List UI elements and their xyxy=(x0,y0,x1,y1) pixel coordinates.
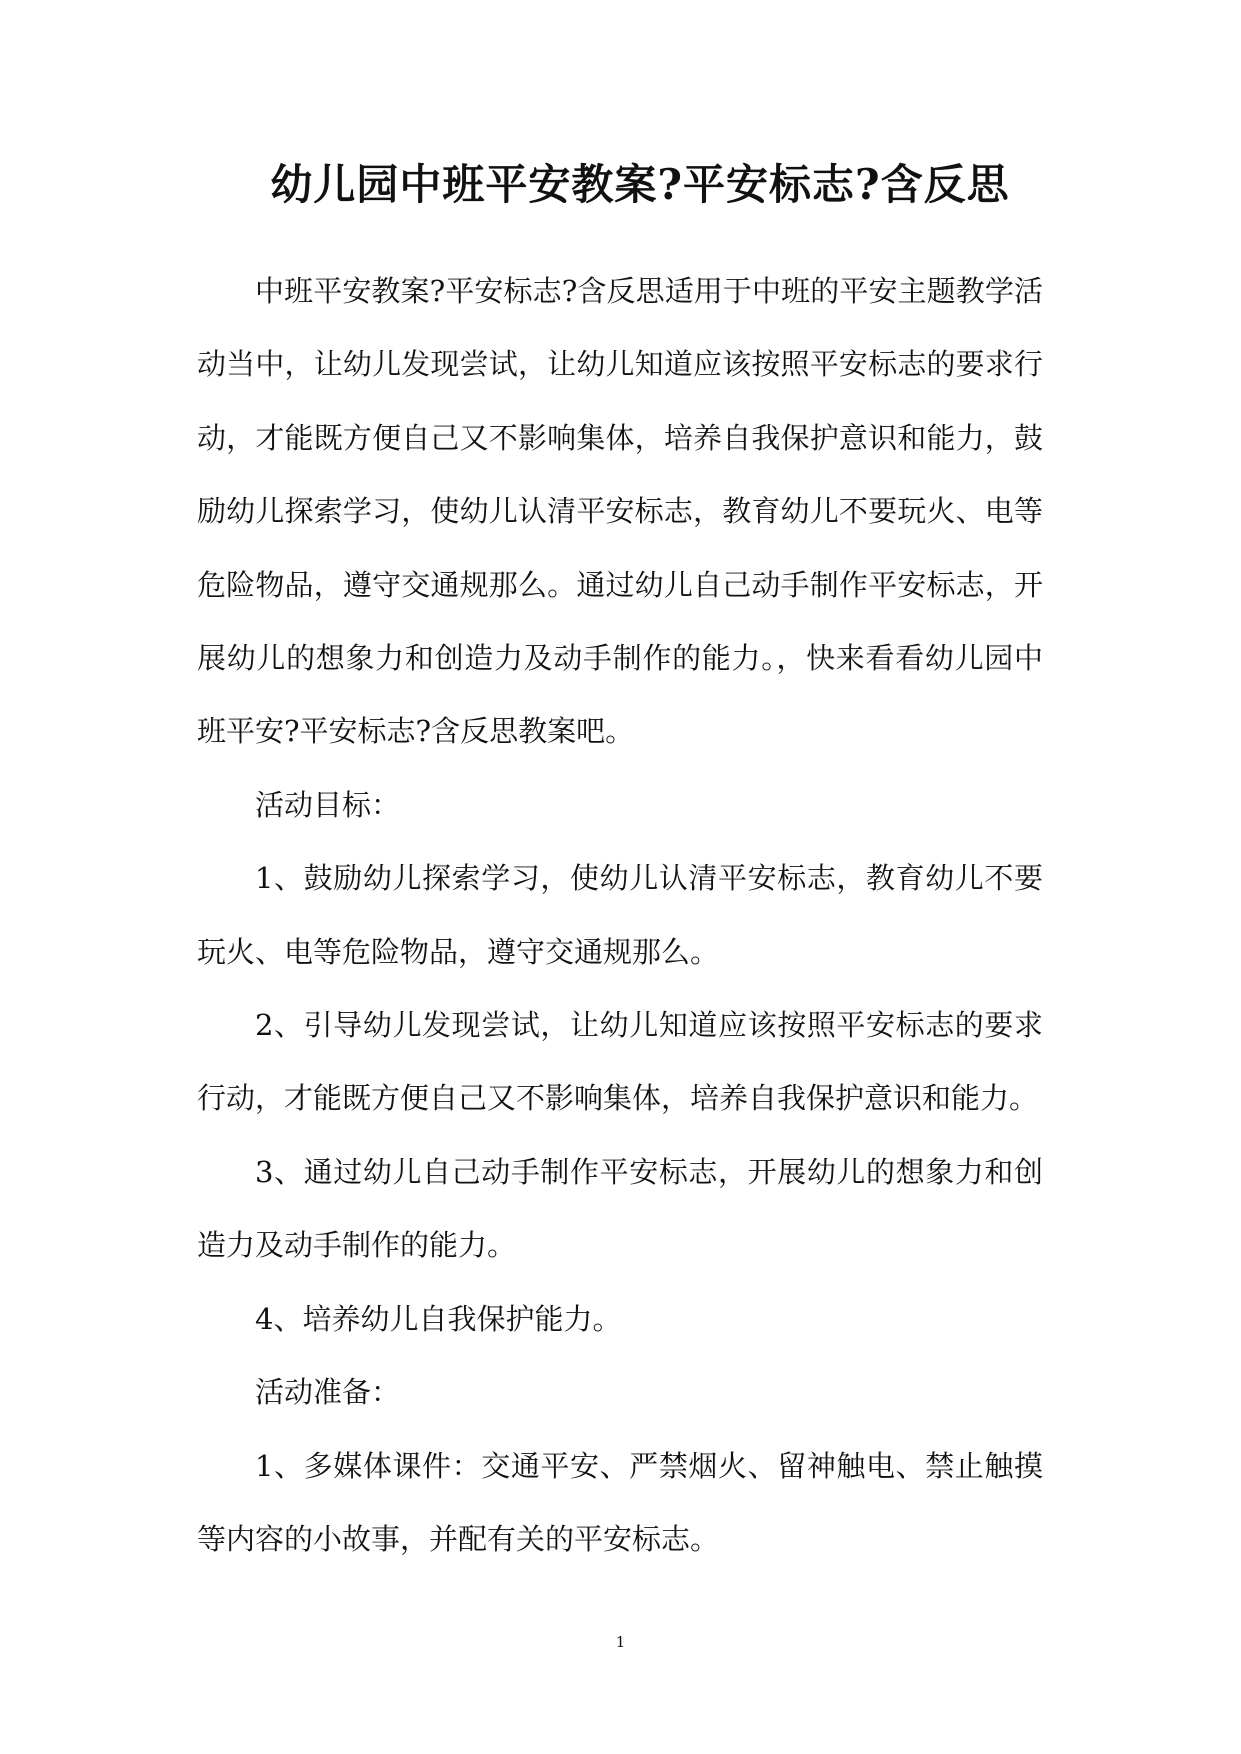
goal-item-3: 3、通过幼儿自己动手制作平安标志，开展幼儿的想象力和创造力及动手制作的能力。 xyxy=(197,1154,1043,1263)
document-title: 幼儿园中班平安教案?平安标志?含反思 xyxy=(270,160,1010,209)
document-body xyxy=(197,255,1043,1576)
goal-item-2: 2、引导幼儿发现尝试，让幼儿知道应该按照平安标志的要求行动，才能既方便自己又不影响集体，培养自我保护意识和能力。 xyxy=(197,1008,1043,1116)
page-number: 1 xyxy=(615,1633,626,1651)
section-heading-preparation: 活动准备： xyxy=(255,1375,401,1410)
goal-item-4: 4、培养幼儿自我保护能力。 xyxy=(255,1301,622,1336)
preparation-item-1: 1、多媒体课件：交通平安、严禁烟火、留神触电、禁止触摸等内容的小故事，并配有关的平安标志。 xyxy=(197,1448,1043,1556)
goal-item-1: 1、鼓励幼儿探索学习，使幼儿认清平安标志，教育幼儿不要玩火、电等危险物品，遵守交通规那么。 xyxy=(197,861,1043,969)
section-heading-goals: 活动目标： xyxy=(255,787,401,822)
intro-paragraph: 中班平安教案?平安标志?含反思适用于中班的平安主题教学活动当中，让幼儿发现尝试，让幼儿知道应该按照平安标志的要求行动，才能既方便自己又不影响集体，培养自我保护意识和能力，鼓励幼儿探索学习，使幼儿认清平安标志，教育幼儿不要玩火、电等危险物品，遵守交通规那么。通过幼儿自己动手制作平安标志，开展幼儿的想象力和创造力及动手制作的能力。，快来看看幼儿园中班平安?平安标志?含反思教案吧。 xyxy=(197,274,1043,749)
